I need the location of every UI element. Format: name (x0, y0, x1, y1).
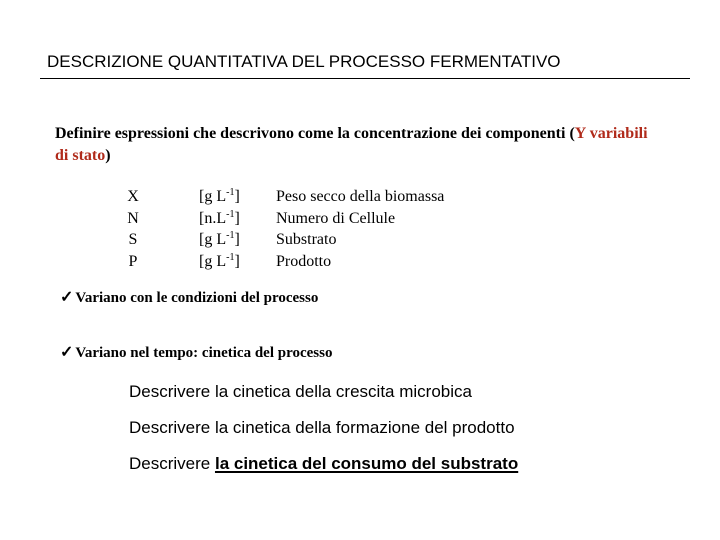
variable-description: Peso secco della biomassa (276, 188, 445, 205)
intro-paragraph (55, 123, 720, 167)
variable-description: Numero di Cellule (276, 209, 396, 227)
intro-close: ) (105, 147, 111, 164)
variable-unit: [g $L^{-1}$] (199, 187, 240, 205)
checkmark-icon: ✓ (60, 289, 74, 306)
kinetics-line-substrate: Descrivere la cinetica del consumo del substrato (129, 454, 519, 473)
underlined-phrase: la cinetica del consumo del substrato (214, 454, 519, 473)
variable-symbols (118, 186, 148, 272)
kinetics-line-growth: Descrivere la cinetica della crescita microbica (129, 382, 472, 401)
variable-unit: [g $L^{-1}$] (199, 230, 240, 248)
kinetics-line-product: Descrivere la cinetica della formazione del prodotto (129, 418, 515, 437)
variable-descriptions (276, 186, 444, 272)
variable-description: Substrato (276, 231, 337, 248)
intro-highlight-1: Y variabili (574, 125, 648, 142)
variable-symbol: P (128, 252, 138, 270)
check-item: ✓ Variano con le condizioni del processo (60, 289, 319, 306)
variable-unit: $[n.L^{-1}]$ (199, 208, 240, 227)
intro-highlight-2: di stato (55, 147, 106, 164)
variable-description: Prodotto (276, 252, 332, 270)
variable-symbol: S (128, 231, 138, 248)
variable-unit: [g $L^{-1}$] (199, 251, 240, 270)
checkmark-icon: ✓ (60, 344, 74, 361)
page-title: DESCRIZIONE QUANTITATIVA DEL PROCESSO FERMENTATIVO (47, 52, 561, 71)
variable-symbol: X (127, 188, 139, 205)
intro-text: Definire espressioni che descrivono come la concentrazione dei componenti ( (55, 125, 575, 142)
variable-units (199, 186, 240, 272)
variable-symbol: N (127, 209, 139, 227)
title-underline (40, 78, 690, 79)
check-item: ✓ Variano nel tempo: cinetica del processo (60, 344, 333, 361)
